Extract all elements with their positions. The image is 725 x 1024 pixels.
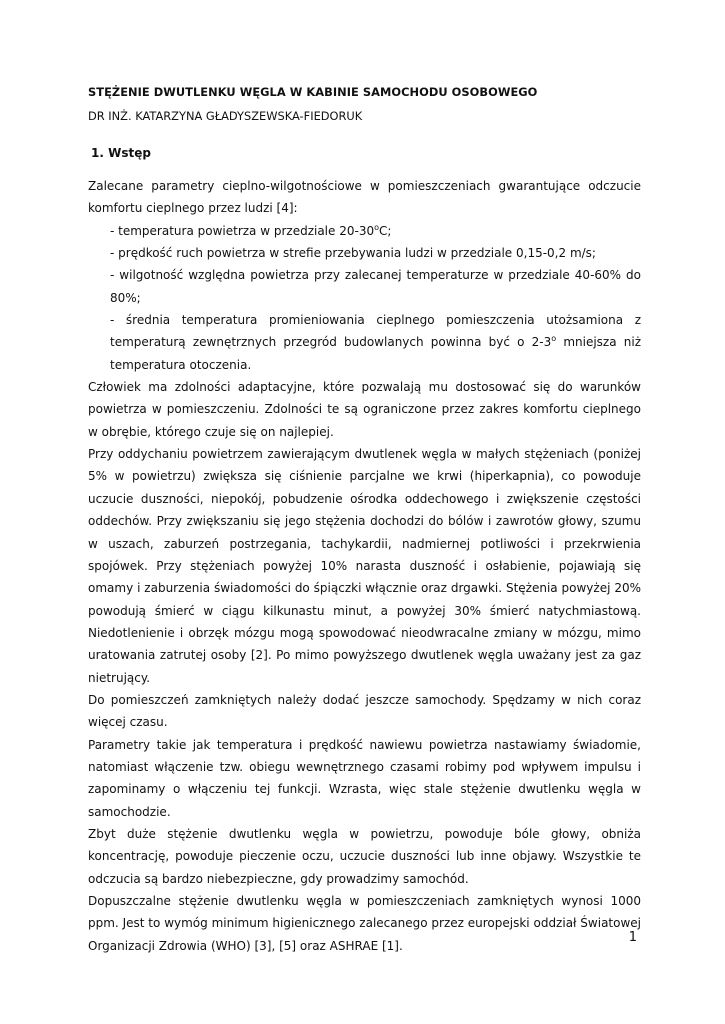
list-item: - prędkość ruch powietrza w strefie przebywania ludzi w przedziale 0,15-0,2 m/s; <box>110 246 596 261</box>
intro-paragraph: Zalecane parametry cieplno-wilgotnościowe w pomieszczeniach gwarantujące odczucie komfortu cieplnego przez ludzi [4]: <box>88 179 641 216</box>
author-line: DR INŻ. KATARZYNA GŁADYSZEWSKA-FIEDORUK <box>88 109 363 123</box>
paragraph: Zbyt duże stężenie dwutlenku węgla w powietrzu, powoduje bóle głowy, obniża koncentrację, powoduje pieczenie oczu, uczucie duszności lub inne objawy. Wszystkie te odczucia są bardzo niebezpieczne, gdy prowadzimy samochód. <box>88 826 641 886</box>
comfort-parameters-list <box>88 220 641 376</box>
page-number: 1 <box>628 930 637 945</box>
section-heading: 1. Wstęp <box>91 146 151 160</box>
paragraph: Parametry takie jak temperatura i prędkość nawiewu powietrza nastawiamy świadomie, natomiast włączenie tzw. obiegu wewnętrznego czasami robimy pod wpływem impulsu i zapominamy o włączeniu tej funkcji. Wzrasta, więc stale stężenie dwutlenku węgla w samochodzie. <box>88 737 641 819</box>
list-item: - wilgotność względna powietrza przy zalecanej temperaturze w przedziale 40-60% do 80%; <box>110 268 641 305</box>
paragraph: Przy oddychaniu powietrzem zawierającym dwutlenek węgla w małych stężeniach (poniżej 5% w powietrzu) zwiększa się ciśnienie parcjalne we krwi (hiperkapnia), co powoduje uczucie duszności, niepokój, pobudzenie ośrodka oddechowego i zwiększenie częstości oddechów. Przy zwiększaniu się jego stężenia dochodzi do bólów i zawrotów głowy, szumu w uszach, zaburzeń postrzegania, tachykardii, nadmiernej potliwości i przekrwienia spojówek. Przy stężeniach powyżej 10% narasta duszność i osłabienie, pojawiają się omamy i zaburzenia świadomości do śpiączki włącznie oraz drgawki. Stężenia powyżej 20% powodują śmierć w ciągu kilkunastu minut, a powyżej 30% śmierć natychmiastową. Niedotlenienie i obrzęk mózgu mogą spowodować nieodwracalne zmiany w mózgu, mimo uratowania zatrutej osoby [2]. Po mimo powyższego dwutlenek węgla uważany jest za gaz nietrujący. <box>88 447 641 685</box>
body-text <box>88 175 641 957</box>
paragraph: Do pomieszczeń zamkniętych należy dodać jeszcze samochody. Spędzamy w nich coraz więcej czasu. <box>88 692 641 730</box>
list-item: - średnia temperatura promieniowania cieplnego pomieszczenia utożsamiona z temperaturą zewnętrznych przegród budowlanych powinna być o 2-3$^o$ mniejsza niż temperatura otoczenia. <box>110 313 641 372</box>
document-title: STĘŻENIE DWUTLENKU WĘGLA W KABINIE SAMOCHODU OSOBOWEGO <box>88 85 538 99</box>
paragraph: Dopuszczalne stężenie dwutlenku węgla w pomieszczeniach zamkniętych wynosi 1000 ppm. Jest to wymóg minimum higienicznego zalecanego przez europejski oddział Światowej Organizacji Zdrowia (WHO) [3], [5] oraz ASHRAE [1]. <box>88 894 641 953</box>
paragraph: Człowiek ma zdolności adaptacyjne, które pozwalają mu dostosować się do warunków powietrza w pomieszczeniu. Zdolności te są ograniczone przez zakres komfortu cieplnego w obrębie, którego czuje się on najlepiej. <box>88 380 641 439</box>
list-item: - temperatura powietrza w przedziale 20-30$^o$C; <box>110 222 392 238</box>
